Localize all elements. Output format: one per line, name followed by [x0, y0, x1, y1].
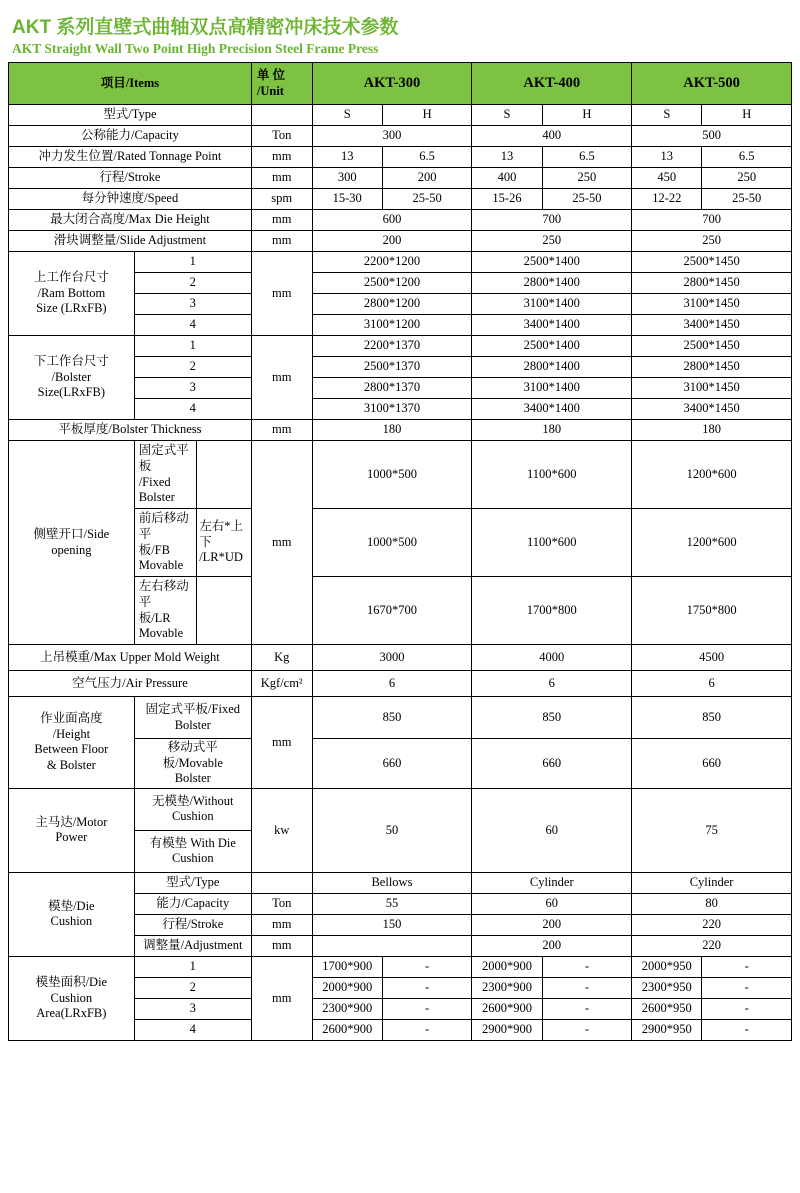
- header-model-akt400: AKT-400: [472, 63, 632, 105]
- cushion-area-l2: Cushion: [50, 990, 93, 1005]
- row-unit-bolster-size: mm: [251, 336, 312, 420]
- cell-bolster-2-300: 2500*1370: [312, 357, 472, 378]
- row-label-max-upper-mold: 上吊模重/Max Upper Mold Weight: [9, 645, 252, 671]
- page-title-en: AKT Straight Wall Two Point High Precision Steel Frame Press: [12, 41, 379, 56]
- cell-cushion-stroke-300: 150: [312, 914, 472, 935]
- header-unit: [251, 63, 312, 105]
- row-unit-bolster-thickness: mm: [251, 420, 312, 441]
- row-unit-side-opening: mm: [251, 441, 312, 645]
- table-row: [9, 252, 792, 273]
- cell-upper-mold-500: 4500: [632, 645, 792, 671]
- table-row: [9, 168, 792, 189]
- cell-floor-fixed-400: 850: [472, 697, 632, 739]
- cell-max-die-height-300: 600: [312, 210, 472, 231]
- cell-area-3-500-h: -: [702, 998, 792, 1019]
- bolster-size-line3: Size(LRxFB): [37, 385, 106, 400]
- cell-cushion-adj-400: 200: [472, 935, 632, 956]
- bolster-size-line1: 下工作台尺寸: [33, 354, 109, 369]
- die-cushion-sub-capacity: 能力/Capacity: [134, 893, 251, 914]
- bolster-size-line2: /Bolster: [51, 369, 92, 384]
- specifications-table: [8, 62, 792, 1041]
- motor-w-l2: Cushion: [171, 851, 214, 866]
- side-opening-axis-spacer-1: [197, 441, 251, 508]
- cell-area-2-400-h: -: [542, 977, 631, 998]
- floor-height-l4: & Bolster: [46, 758, 96, 773]
- side-opening-sub-lr: [135, 577, 197, 644]
- row-unit-max-upper-mold: Kg: [251, 645, 312, 671]
- side-fixed-l3: Bolster: [138, 490, 175, 505]
- cell-stroke-300-s: 300: [312, 168, 382, 189]
- table-header-row: [9, 63, 792, 105]
- floor-height-sub-fixed: [134, 697, 251, 739]
- cushion-area-sub-3: 3: [134, 998, 251, 1019]
- cell-cushion-stroke-400: 200: [472, 914, 632, 935]
- cell-ram-1-400: 2500*1400: [472, 252, 632, 273]
- table-row: [9, 420, 792, 441]
- row-unit-air-pressure: Kgf/cm²: [251, 671, 312, 697]
- side-opening-axis-spacer-2: [197, 577, 251, 644]
- side-fb-l3: Movable: [138, 558, 184, 573]
- table-row: [9, 872, 792, 893]
- cell-area-2-500-s: 2300*950: [632, 977, 702, 998]
- cell-area-1-400-h: -: [542, 956, 631, 977]
- row-unit-floor-height: mm: [251, 697, 312, 789]
- cell-area-3-300-s: 2300*900: [312, 998, 382, 1019]
- motor-wo-l1: 无模垫/Without: [152, 793, 234, 808]
- table-row: [9, 126, 792, 147]
- cell-cushion-adj-500: 220: [632, 935, 792, 956]
- cell-tonnage-400-h: 6.5: [542, 147, 631, 168]
- cell-area-4-300-h: -: [382, 1019, 471, 1040]
- cell-side-fb-400: 1100*600: [472, 509, 632, 577]
- row-label-tonnage-point: 冲力发生位置/Rated Tonnage Point: [9, 147, 252, 168]
- table-row: [9, 645, 792, 671]
- cell-area-1-300-h: -: [382, 956, 471, 977]
- die-cushion-unit-stroke: mm: [251, 914, 312, 935]
- cell-type-500-h: H: [702, 105, 792, 126]
- cell-speed-400-h: 25-50: [542, 189, 631, 210]
- motor-wo-l2: Cushion: [171, 809, 214, 824]
- ram-bottom-sub-3: 3: [134, 294, 251, 315]
- axis-l2: 下: [199, 534, 212, 549]
- floor-height-l1: 作业面高度: [40, 711, 103, 726]
- cell-bolster-3-400: 3100*1400: [472, 378, 632, 399]
- cell-air-500: 6: [632, 671, 792, 697]
- table-row: [9, 189, 792, 210]
- table-row: [9, 231, 792, 252]
- cell-cushion-type-500: Cylinder: [632, 872, 792, 893]
- cell-ram-1-300: 2200*1200: [312, 252, 472, 273]
- cell-stroke-400-s: 400: [472, 168, 542, 189]
- cell-bolster-4-500: 3400*1450: [632, 399, 792, 420]
- cell-cushion-adj-300: [312, 935, 472, 956]
- side-fixed-l1: 固定式平板: [138, 443, 189, 473]
- motor-sub-without-cushion: [134, 788, 251, 830]
- cell-floor-mov-300: 660: [312, 739, 472, 789]
- motor-power-l2: Power: [55, 830, 88, 845]
- cell-bolster-2-500: 2800*1450: [632, 357, 792, 378]
- die-cushion-sub-adjustment: 调整量/Adjustment: [134, 935, 251, 956]
- cell-capacity-400: 400: [472, 126, 632, 147]
- bolster-size-sub-4: 4: [134, 399, 251, 420]
- cell-ram-2-400: 2800*1400: [472, 273, 632, 294]
- cell-bolster-4-300: 3100*1370: [312, 399, 472, 420]
- cell-area-4-500-h: -: [702, 1019, 792, 1040]
- side-opening-line1: 侧壁开口/Side: [33, 526, 110, 541]
- row-label-floor-height: [9, 697, 135, 789]
- row-label-max-die-height: 最大闭合高度/Max Die Height: [9, 210, 252, 231]
- floor-height-l3: Between Floor: [34, 742, 109, 757]
- header-unit-line1: 单 位: [256, 67, 286, 82]
- cell-ram-3-500: 3100*1450: [632, 294, 792, 315]
- side-opening-line2: opening: [51, 542, 92, 557]
- cell-speed-400-s: 15-26: [472, 189, 542, 210]
- cell-speed-300-s: 15-30: [312, 189, 382, 210]
- bolster-size-sub-3: 3: [134, 378, 251, 399]
- side-opening-sub-fixed: [135, 441, 197, 508]
- cell-ram-4-300: 3100*1200: [312, 315, 472, 336]
- cell-tonnage-400-s: 13: [472, 147, 542, 168]
- cell-type-500-s: S: [632, 105, 702, 126]
- cell-bolster-thk-300: 180: [312, 420, 472, 441]
- cell-area-1-400-s: 2000*900: [472, 956, 542, 977]
- table-row: [9, 105, 792, 126]
- cell-side-fixed-400: 1100*600: [472, 441, 632, 509]
- row-label-die-cushion: [9, 872, 135, 956]
- row-label-bolster-thickness: 平板厚度/Bolster Thickness: [9, 420, 252, 441]
- table-row: [9, 210, 792, 231]
- cell-stroke-300-h: 200: [382, 168, 471, 189]
- row-unit-type: [251, 105, 312, 126]
- table-row: [9, 147, 792, 168]
- cell-side-fixed-500: 1200*600: [632, 441, 792, 509]
- cell-motor-500: 75: [632, 788, 792, 872]
- table-row: [9, 697, 792, 739]
- floor-height-sub-movable: [134, 739, 251, 789]
- bolster-size-sub-2: 2: [134, 357, 251, 378]
- floor-mov-l1: 移动式平板/Movable: [162, 740, 223, 770]
- cushion-area-sub-4: 4: [134, 1019, 251, 1040]
- cell-area-3-300-h: -: [382, 998, 471, 1019]
- cell-bolster-4-400: 3400*1400: [472, 399, 632, 420]
- row-label-cushion-area: [9, 956, 135, 1040]
- cell-floor-fixed-500: 850: [632, 697, 792, 739]
- cell-tonnage-300-s: 13: [312, 147, 382, 168]
- cell-bolster-3-300: 2800*1370: [312, 378, 472, 399]
- cell-motor-300: 50: [312, 788, 472, 872]
- cell-area-1-500-s: 2000*950: [632, 956, 702, 977]
- cell-bolster-thk-400: 180: [472, 420, 632, 441]
- cushion-area-sub-2: 2: [134, 977, 251, 998]
- row-label-speed: 每分钟速度/Speed: [9, 189, 252, 210]
- row-label-ram-bottom: [9, 252, 135, 336]
- cell-area-2-300-s: 2000*900: [312, 977, 382, 998]
- cell-bolster-1-500: 2500*1450: [632, 336, 792, 357]
- header-model-akt300: AKT-300: [312, 63, 472, 105]
- cell-area-4-400-h: -: [542, 1019, 631, 1040]
- cell-cushion-cap-300: 55: [312, 893, 472, 914]
- side-opening-axis-label: [197, 509, 251, 576]
- side-opening-sub-fb: [135, 509, 197, 576]
- cell-type-300-s: S: [312, 105, 382, 126]
- side-fb-l1: 前后移动平: [138, 511, 189, 541]
- row-label-side-opening: [9, 441, 135, 645]
- side-lr-l2: 板/LR: [138, 610, 171, 625]
- motor-power-l1: 主马达/Motor: [35, 814, 108, 829]
- cell-area-2-500-h: -: [702, 977, 792, 998]
- cell-cushion-stroke-500: 220: [632, 914, 792, 935]
- ram-bottom-sub-2: 2: [134, 273, 251, 294]
- cell-side-fb-500: 1200*600: [632, 509, 792, 577]
- cell-ram-4-500: 3400*1450: [632, 315, 792, 336]
- cell-area-4-500-s: 2900*950: [632, 1019, 702, 1040]
- cell-cushion-cap-500: 80: [632, 893, 792, 914]
- row-unit-speed: spm: [251, 189, 312, 210]
- cell-side-fixed-300: 1000*500: [312, 441, 472, 509]
- row-label-air-pressure: 空气压力/Air Pressure: [9, 671, 252, 697]
- side-opening-sub-fb-wrap: [134, 509, 251, 577]
- cell-cushion-type-300: Bellows: [312, 872, 472, 893]
- cell-floor-fixed-300: 850: [312, 697, 472, 739]
- bolster-size-sub-1: 1: [134, 336, 251, 357]
- ram-bottom-line3: Size (LRxFB): [36, 301, 107, 316]
- cell-cushion-type-400: Cylinder: [472, 872, 632, 893]
- cell-floor-mov-500: 660: [632, 739, 792, 789]
- cushion-area-sub-1: 1: [134, 956, 251, 977]
- cell-stroke-500-h: 250: [702, 168, 792, 189]
- cell-bolster-1-400: 2500*1400: [472, 336, 632, 357]
- table-row: [9, 956, 792, 977]
- cell-area-2-400-s: 2300*900: [472, 977, 542, 998]
- row-unit-max-die-height: mm: [251, 210, 312, 231]
- cell-tonnage-500-h: 6.5: [702, 147, 792, 168]
- cell-air-300: 6: [312, 671, 472, 697]
- motor-w-l1: 有模垫 With Die: [149, 835, 236, 850]
- cell-capacity-300: 300: [312, 126, 472, 147]
- cell-slide-adj-400: 250: [472, 231, 632, 252]
- cell-slide-adj-300: 200: [312, 231, 472, 252]
- cell-type-300-h: H: [382, 105, 471, 126]
- axis-l1: 左右*上: [199, 519, 243, 534]
- row-label-type: 型式/Type: [9, 105, 252, 126]
- side-opening-sub-fixed-wrap: [134, 441, 251, 509]
- cell-ram-2-300: 2500*1200: [312, 273, 472, 294]
- page-title-zh: AKT 系列直壁式曲轴双点高精密冲床技术参数: [12, 17, 399, 38]
- cell-ram-2-500: 2800*1450: [632, 273, 792, 294]
- cell-ram-3-400: 3100*1400: [472, 294, 632, 315]
- cell-floor-mov-400: 660: [472, 739, 632, 789]
- die-cushion-sub-stroke: 行程/Stroke: [134, 914, 251, 935]
- cell-side-lr-400: 1700*800: [472, 577, 632, 645]
- cell-area-1-300-s: 1700*900: [312, 956, 382, 977]
- die-cushion-unit-adjustment: mm: [251, 935, 312, 956]
- cell-ram-1-500: 2500*1450: [632, 252, 792, 273]
- cell-stroke-500-s: 450: [632, 168, 702, 189]
- cell-area-3-400-h: -: [542, 998, 631, 1019]
- side-fixed-l2: /Fixed: [138, 474, 171, 489]
- table-row: [9, 441, 792, 509]
- die-cushion-unit-capacity: Ton: [251, 893, 312, 914]
- row-unit-ram-bottom: mm: [251, 252, 312, 336]
- header-items: 项目/Items: [9, 63, 252, 105]
- cell-bolster-1-300: 2200*1370: [312, 336, 472, 357]
- axis-l3: /LR*UD: [199, 550, 243, 565]
- row-unit-stroke: mm: [251, 168, 312, 189]
- header-unit-line2: /Unit: [256, 83, 284, 98]
- side-fb-l2: 板/FB: [138, 542, 170, 557]
- row-label-motor-power: [9, 788, 135, 872]
- row-unit-capacity: Ton: [251, 126, 312, 147]
- cell-bolster-thk-500: 180: [632, 420, 792, 441]
- cell-area-2-300-h: -: [382, 977, 471, 998]
- cell-capacity-500: 500: [632, 126, 792, 147]
- cell-motor-400: 60: [472, 788, 632, 872]
- floor-mov-l2: Bolster: [174, 771, 211, 786]
- row-label-capacity: 公称能力/Capacity: [9, 126, 252, 147]
- cell-side-lr-300: 1670*700: [312, 577, 472, 645]
- cushion-area-l1: 模垫面积/Die: [35, 974, 108, 989]
- row-unit-slide-adjustment: mm: [251, 231, 312, 252]
- side-opening-sub-lr-wrap: [134, 577, 251, 645]
- cell-area-4-400-s: 2900*900: [472, 1019, 542, 1040]
- side-lr-l3: Movable: [138, 626, 184, 641]
- cell-speed-500-s: 12-22: [632, 189, 702, 210]
- die-cushion-l1: 模垫/Die: [48, 898, 95, 913]
- cell-type-400-h: H: [542, 105, 631, 126]
- floor-height-l2: /Height: [52, 726, 91, 741]
- die-cushion-unit-type: [251, 872, 312, 893]
- cell-area-4-300-s: 2600*900: [312, 1019, 382, 1040]
- cell-area-3-500-s: 2600*950: [632, 998, 702, 1019]
- ram-bottom-sub-1: 1: [134, 252, 251, 273]
- cell-slide-adj-500: 250: [632, 231, 792, 252]
- cell-area-1-500-h: -: [702, 956, 792, 977]
- row-unit-tonnage-point: mm: [251, 147, 312, 168]
- row-unit-cushion-area: mm: [251, 956, 312, 1040]
- floor-fixed-l2: Bolster: [174, 717, 211, 732]
- table-row: [9, 336, 792, 357]
- header-model-akt500: AKT-500: [632, 63, 792, 105]
- cell-bolster-2-400: 2800*1400: [472, 357, 632, 378]
- cell-upper-mold-300: 3000: [312, 645, 472, 671]
- cell-type-400-s: S: [472, 105, 542, 126]
- row-label-bolster-size: [9, 336, 135, 420]
- cell-side-fb-300: 1000*500: [312, 509, 472, 577]
- cell-air-400: 6: [472, 671, 632, 697]
- ram-bottom-line2: /Ram Bottom: [37, 285, 106, 300]
- cell-stroke-400-h: 250: [542, 168, 631, 189]
- cell-ram-3-300: 2800*1200: [312, 294, 472, 315]
- cell-max-die-height-500: 700: [632, 210, 792, 231]
- row-label-slide-adjustment: 滑块调整量/Slide Adjustment: [9, 231, 252, 252]
- table-row: [9, 788, 792, 830]
- floor-fixed-l1: 固定式平板/Fixed: [145, 701, 240, 716]
- ram-bottom-sub-4: 4: [134, 315, 251, 336]
- cell-area-3-400-s: 2600*900: [472, 998, 542, 1019]
- cell-cushion-cap-400: 60: [472, 893, 632, 914]
- die-cushion-l2: Cushion: [50, 914, 93, 929]
- cell-speed-500-h: 25-50: [702, 189, 792, 210]
- cell-ram-4-400: 3400*1400: [472, 315, 632, 336]
- cell-speed-300-h: 25-50: [382, 189, 471, 210]
- cushion-area-l3: Area(LRxFB): [36, 1006, 107, 1021]
- cell-tonnage-500-s: 13: [632, 147, 702, 168]
- cell-tonnage-300-h: 6.5: [382, 147, 471, 168]
- row-unit-motor-power: kw: [251, 788, 312, 872]
- side-lr-l1: 左右移动平: [138, 579, 189, 609]
- die-cushion-sub-type: 型式/Type: [134, 872, 251, 893]
- table-row: [9, 671, 792, 697]
- cell-upper-mold-400: 4000: [472, 645, 632, 671]
- cell-side-lr-500: 1750*800: [632, 577, 792, 645]
- cell-max-die-height-400: 700: [472, 210, 632, 231]
- motor-sub-with-cushion: [134, 830, 251, 872]
- cell-bolster-3-500: 3100*1450: [632, 378, 792, 399]
- row-label-stroke: 行程/Stroke: [9, 168, 252, 189]
- ram-bottom-line1: 上工作台尺寸: [33, 270, 109, 285]
